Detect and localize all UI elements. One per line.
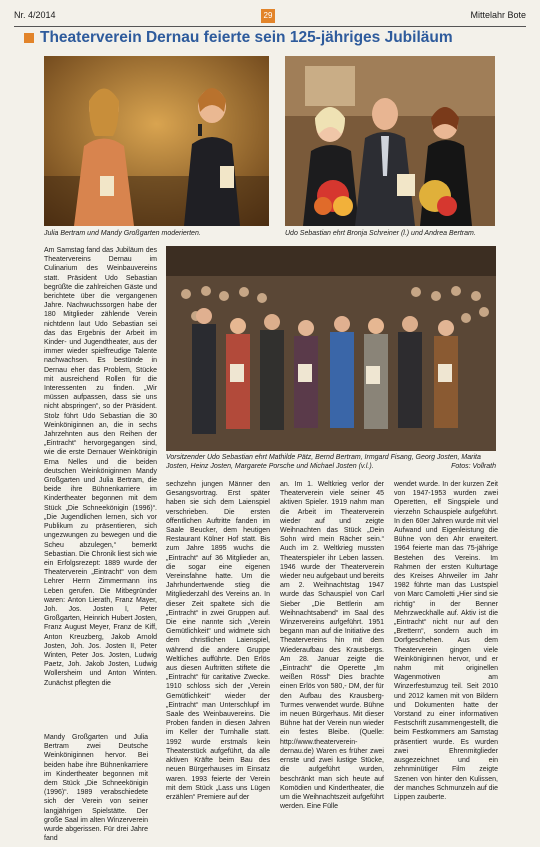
caption-photo-group-text: Vorsitzender Udo Sebastian ehrt Mathilde Pätz, Bernd Bertram, Irmgard Fisang, Georg Josten, Marita Josten, Heinz Josten, Margarete Porsche und Michael Josten (v.l.). [166, 454, 481, 470]
header-rule [14, 26, 526, 27]
article-intro-text: Am Samstag fand das Jubiläum des Theatervereins Dernau im Culinarium des Weinbauvereins statt. Präsident Udo Sebastian begrüßte die zahlreichen Gäste und berichtete über die vergangenen Jahre. Nachwuchssorgen habe der 180 Mitglieder zählende Verein nichtdenn laut Udo Sebastian sei das das Ergebnis der Arbeit im Kinder- und Jugendtheater, aus der immer wieder spielfreudige Talente nachwachsen. Es bestünde in Dernau eher das Problem, Stücke mit ausreichend Rollen für die Interessenten zu finden. „Wir müssen aufpassen, dass sie uns nicht abspringen“, so der Präsident. Stolz führt Udo Sebastian die 30 Weinköniginnen an, die in sechs Jahrzehnten aus den Reihen der „Eintracht“ hervorgegangen sind, wie die erste Dernauer Weinkönigin Erna Nelles und die beiden deutschen Weinköniginnen Mandy Großgarten und Julia Bertram, die beide ihre Bühnenkarriere im Kindertheater begonnen mit dem Stück „Die Schneekönigin (1996)“. „Die Jugendlichen lernen, sich vor Publikum zu präsentieren, sich ungezwungen zu bewegen und die Scheu abzulegen,“ bemerkt Sebastian. Die Chronik liest sich wie ein Erfolgsrezept: 1889 wurde der Theaterverein „Eintracht“ von dem Lehrer Herrn Zimmermann ins Leben gerufen. Die Mitbegründer waren: Anton Lierath, Franz Mayer, Joh. Jos. Josten I, Peter Großgarten, Heinrich Hubert Josten, Franz August Meyer, Franz de Kiff, Anton Kreuzberg, Jakob Arnold Josten, Joh. Jos. Josten II, Peter Winten, Peter Jos. Josten, Ludwig Paetz, Joh. Jakob Josten, Ludwig Wollersheim und Anton Winten. Zunächst pflegten die [44, 247, 157, 687]
caption-photo-moderators: Julia Bertram und Mandy Großgarten moderierten. [44, 230, 201, 237]
article-column-2 [166, 480, 270, 802]
article-column-4 [394, 480, 498, 802]
article-intro-column [44, 246, 157, 688]
caption-photo-honouring: Udo Sebastian ehrt Bronja Schreiner (l.) und Andrea Bertram. [285, 230, 476, 237]
article-column-3 [280, 480, 384, 811]
photo-honouring [285, 56, 495, 226]
article-column-1 [44, 733, 148, 843]
publication-name: Mittelahr Bote [470, 10, 526, 20]
photo-group-honourees [166, 246, 496, 451]
photo-moderators [44, 56, 269, 226]
article-column-1-text: Mandy Großgarten und Julia Bertram zwei Deutsche Weinköniginnen hervor. Bei beiden habe ihre Bühnenkarriere im Kindertheater begonnen mit dem Stück „Die Schneekönigin (1996)“. 1989 verabschiedete sich der Verein von seiner langjährigen Spielstätte. Der große Saal im alten Winzerverein wurde abgerissen. Für drei Jahre fand [44, 734, 148, 843]
page-number: 29 [261, 9, 275, 23]
caption-photo-group [166, 453, 496, 471]
page-header [14, 10, 526, 24]
photo-credit: Fotos: Vollrath [451, 463, 496, 470]
article-column-3-text: an. Im 1. Weltkrieg verlor der Theaterverein viele seiner 45 aktiven Spieler. 1919 nahm man die Arbeit im Theaterverein wieder auf und zeigte Weihnachten das Stück „Dein Sohn wird mein Rächer sein.“ Auch im 2. Weltkrieg mussten Theaterspieler ihr Leben lassen. 1946 wurde der Theaterverein wieder neu aufgebaut und bereits am 2. Weihnachtstag 1947 wurde das Schauspiel von Carl Sieber „Die Bettlerin am Weihnachtsabend“ im Saal des Winzervereins aufgeführt. 1951 begann man auf die Initiative des Theatervereins hin mit dem Wiederaufbau des Krausbergs. Am 28. Januar zeigte die „Eintracht“ die Operette „Im weißen Rössl“ Dies brachte einen Erlös von 580,- DM, der für den Aufbau des Krausberg-Turmes verwendet wurde. Bühne im neuen Bürgerhaus. Mit dieser Bühne hat der Verein nun wieder ein festes Bleibe. (Quelle: http://www.theaterverein-dernau.de) Waren es früher zwei ernste und zwei lustige Stücke, die aufgeführt wurden, beschränkt man sich heute auf Komödien und Kindertheater, die um die Weihnachtszeit aufgeführt werden. Eine Fülle [280, 481, 384, 811]
article-column-4-text: wendet wurde. In der kurzen Zeit von 1947-1953 wurden zwei Operetten, elf Singspiele und vierzehn Schauspiele aufgeführt. In den 60er Jahren wurde mit viel Aufwand und Eigenleistung die Bühne von den Ahr erweitert. 1964 feierte man das 75-jährige Bestehen des Vereins. Im Rahmen der ersten Kulturtage des Kreises Ahrweiler im Jahr 1982 führte man das Lustspiel von Marc Camoletti „Hier sind sie richtig“ in der Benner Mehrzweckhalle auf. Aktiv ist die „Eintracht“ nicht nur auf den „Brettern“, sondern auch im Dorfgeschehen. Aus dem Theaterverein gingen viele Weinköniginnen hervor, und er nahm mit originellen Wagenmotiven am Winzerfestumzug teil. Seit 2010 und 2012 kamen mit von Bildern und Dokumenten hatte der Vorstand zu einer informativen Festschrift zusammengestellt, die beim Festkommers am Samstag präsentiert wurde. Es wurden zwei Ehrenmitglieder ausgezeichnet und ein zehnminütiger Film zeigte Szenen von hinter den Kulissen, der manches Schmunzeln auf die Lippen zauberte. [394, 481, 498, 801]
headline-marker [24, 33, 34, 43]
headline: Theaterverein Dernau feierte sein 125-jähriges Jubiläum [40, 29, 453, 46]
issue-number: Nr. 4/2014 [14, 10, 56, 20]
article-column-2-text: sechzehn jungen Männer den Gesangsvortrag. Erst später haben sie sich dem Laienspiel verschrieben. Die ersten öffentlichen Auftritte fanden im Saale Beucker, dem heutigen Restaurant Kölner Hof statt. Bis zum Jahre 1895 wuchs die „Eintracht“ auf 36 Mitglieder an, die sogar eine eigenen Vereinsfahne hatte. Um die Jahrhundertwende stieg die Mitgliederzahl des Vereins an. In dieser Zeit spaltete sich die „Eintracht“ in zwei Gruppen auf. Die eine nannte sich „Verein Gemütlichkeit“ und widmete sich dem christlichen Laienspiel, während die andere Gruppe Weltliches aufführte. Den Erlös aus diesen Auftritten stiftete die „Eintracht“ für caritative Zwecke. 1910 schloss sich der „Verein Gemütlichkeit“ wieder der „Eintracht“ man Unterschlupf im Saale des Weinbauvereins. Die Proben fanden in diesen Jahren im Keller der Turnhalle statt. 1992 wurde erstmals kein Theaterstück aufgeführt, da alle aktiven Kräfte beim Bau des neuen Bürgerhauses im Einsatz waren. 1993 feierte der Verein mit dem Stück „Lass uns Lügen erzählen“ Premiere auf der [166, 481, 270, 801]
